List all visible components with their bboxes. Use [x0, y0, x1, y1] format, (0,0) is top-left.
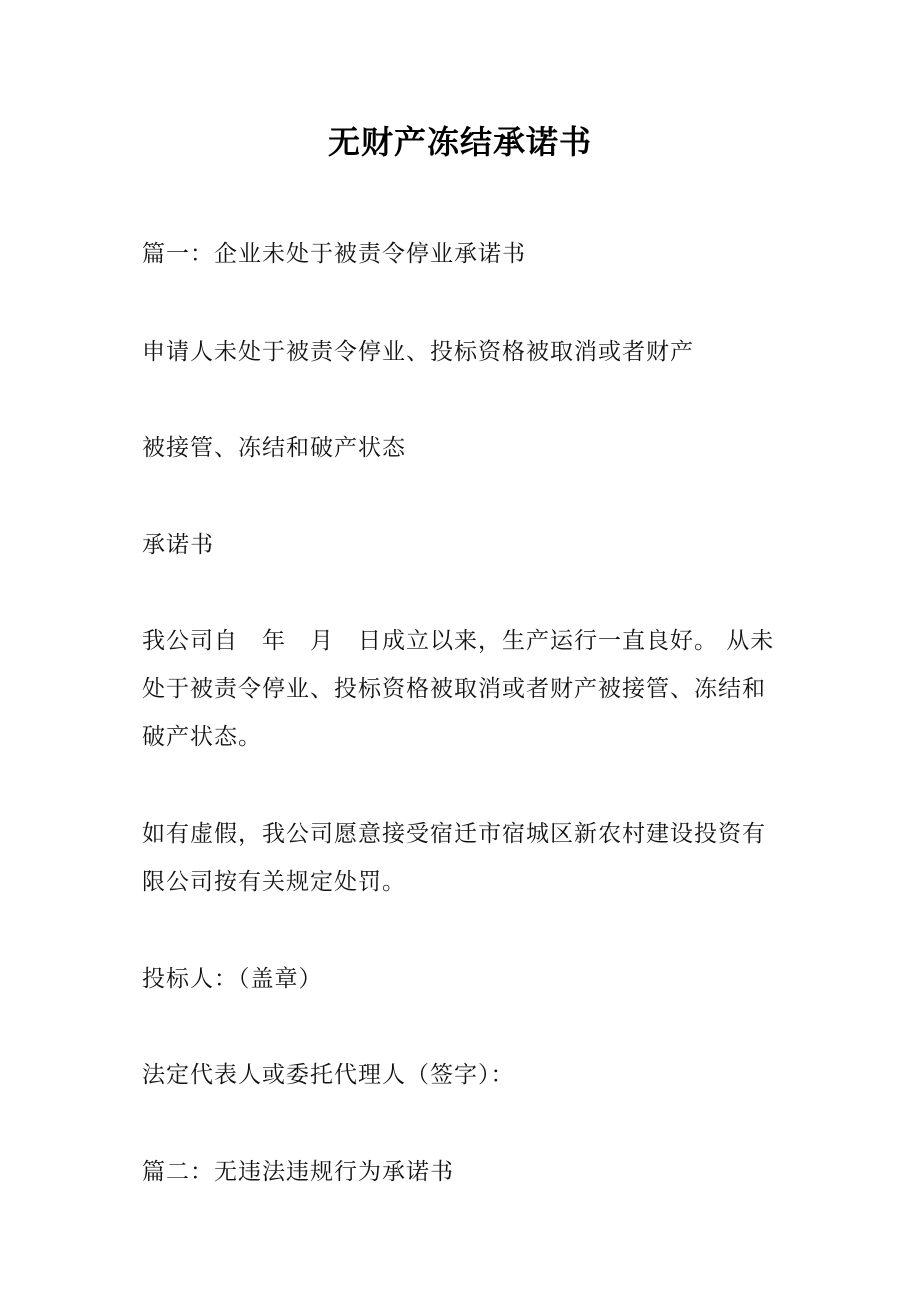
body-paragraph-1-line-2: 处于被责令停业、投标资格被取消或者财产被接管、冻结和: [142, 676, 766, 702]
body-paragraph-2: [142, 810, 787, 906]
bidder-seal-label: 投标人：（盖章）: [142, 966, 323, 992]
body-paragraph-1-line-3: 破产状态。: [142, 724, 262, 750]
body-paragraph-2-line-2: 限公司按有关规定处罚。: [142, 869, 406, 895]
section2-heading: 篇二：无违法违规行为承诺书: [142, 1159, 454, 1185]
legal-representative-signature-label: 法定代表人或委托代理人（签字）：: [142, 1062, 515, 1088]
body-paragraph-1: [142, 617, 787, 761]
body-paragraph-2-line-1: 如有虚假，我公司愿意接受宿迁市宿城区新农村建设投资有: [142, 821, 766, 847]
commitment-label: 承诺书: [142, 532, 214, 558]
statement-line-1: 申请人未处于被责令停业、投标资格被取消或者财产: [142, 339, 694, 365]
statement-line-2: 被接管、冻结和破产状态: [142, 435, 406, 461]
document-title: 无财产冻结承诺书: [327, 123, 592, 161]
body-paragraph-1-line-1: 我公司自 年 月 日成立以来，生产运行一直良好。 从未: [142, 628, 775, 654]
section1-heading: 篇一：企业未处于被责令停业承诺书: [142, 241, 526, 267]
